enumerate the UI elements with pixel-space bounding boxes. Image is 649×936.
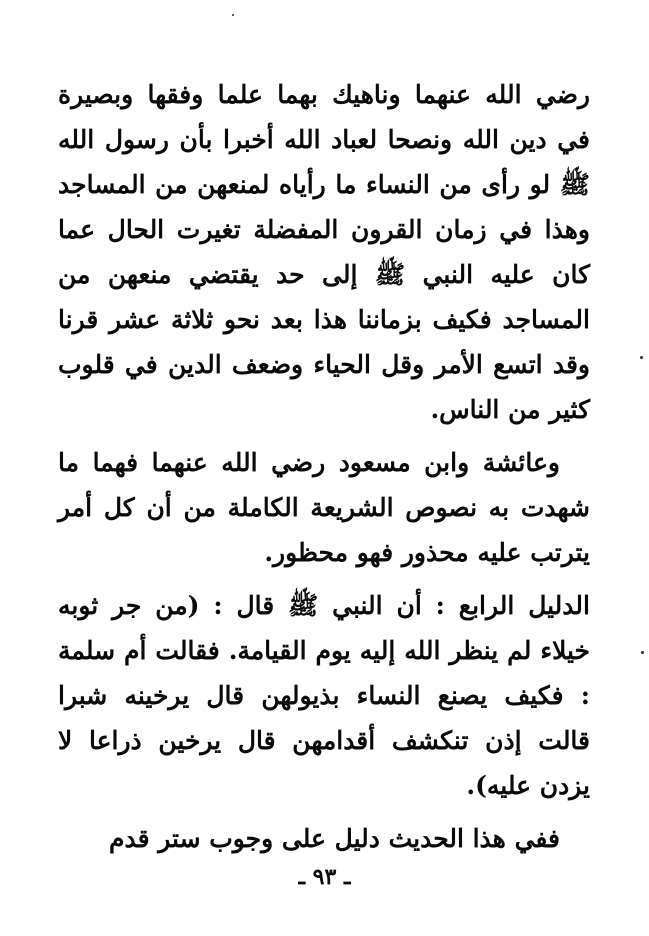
paragraph-4: ففي هذا الحديث دليل على وجوب ستر قدم: [108, 824, 560, 853]
scan-speck: [641, 651, 644, 654]
page-body: [58, 72, 590, 861]
page-number: ـ ٩٣ ـ: [298, 864, 351, 890]
paragraph-3: الدليل الرابع : أن النبي ﷺ قال : (من جر ثوبه خيلاء لم ينظر الله إليه يوم القيامة. فقالت أم سلمة : فكيف يصنع النساء بذيولهن قال يرخينه شبرا قالت إذن تنكشف أقدامهن قال يرخين ذراعا لا يزدن عليه).: [58, 591, 590, 800]
scan-speck: [640, 356, 643, 359]
scan-speck: [232, 14, 234, 16]
paragraph-2: وعائشة وابن مسعود رضي الله عنهما فهما ما شهدت به نصوص الشريعة الكاملة من أن كل أمر يترتب عليه محذور فهو محظور.: [58, 448, 590, 567]
paragraph-1: رضي الله عنهما وناهيك بهما علما وفقها وبصيرة في دين الله ونصحا لعباد الله أخبرا بأن رسول الله ﷺ لو رأى من النساء ما رأياه لمنعهن من المساجد وهذا في زمان القرون المفضلة تغيرت الحال عما كان عليه النبي ﷺ إلى حد يقتضي منعهن من المساجد فكيف بزماننا هذا بعد نحو ثلاثة عشر قرنا وقد اتسع الأمر وقل الحياء وضعف الدين في قلوب كثير من الناس.: [58, 80, 590, 424]
